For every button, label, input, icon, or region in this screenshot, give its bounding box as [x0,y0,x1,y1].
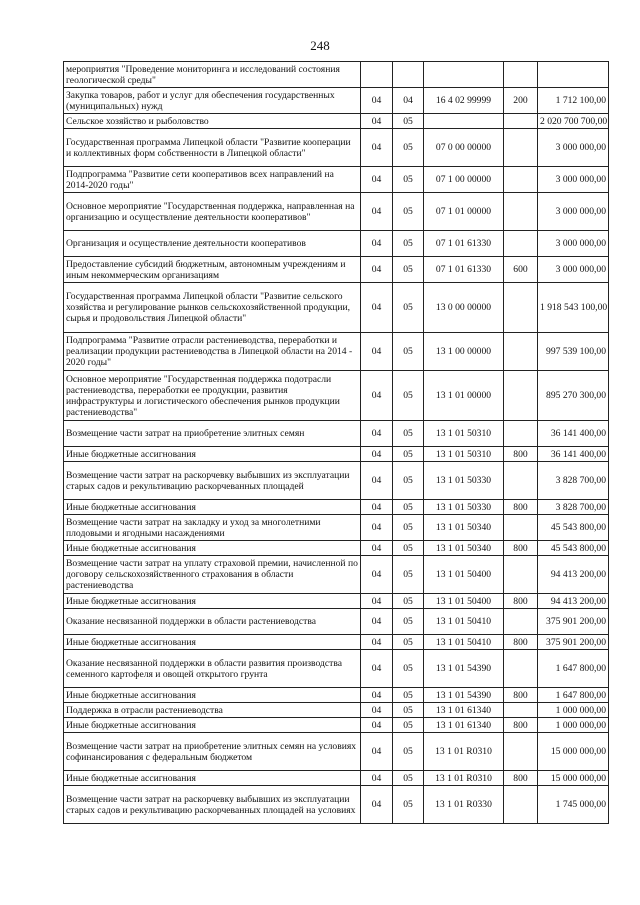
target-article-cell: 13 1 01 61340 [424,703,504,718]
target-article-cell: 13 1 01 00000 [424,371,504,421]
expense-name-cell: Подпрограмма "Развитие отрасли растениеводства, переработки и реализации продукции растениеводства в Липецкой области на 2014 - 2020 годы" [64,333,361,371]
table-row [64,283,609,333]
table-row [64,556,609,594]
section-code-cell: 04 [361,771,393,786]
table-row [64,193,609,231]
expense-type-cell [504,462,538,500]
amount-cell: 1 000 000,00 [538,703,609,718]
expense-type-cell [504,515,538,541]
expense-name-cell: Государственная программа Липецкой области "Развитие сельского хозяйства и регулирование рынков сельскохозяйственной продукции, сырья и продовольствия Липецкой области" [64,283,361,333]
expense-type-cell [504,283,538,333]
section-code-cell: 04 [361,594,393,609]
section-code-cell: 04 [361,231,393,257]
expense-name-cell: Иные бюджетные ассигнования [64,500,361,515]
section-code-cell: 04 [361,541,393,556]
expense-type-cell: 600 [504,257,538,283]
subsection-code-cell: 05 [393,193,424,231]
target-article-cell [424,62,504,88]
expense-name-cell: Иные бюджетные ассигнования [64,541,361,556]
subsection-code-cell: 05 [393,609,424,635]
target-article-cell: 13 1 01 50410 [424,635,504,650]
table-row [64,231,609,257]
amount-cell: 3 000 000,00 [538,129,609,167]
table-row [64,462,609,500]
amount-cell: 3 000 000,00 [538,193,609,231]
section-code-cell: 04 [361,556,393,594]
subsection-code-cell: 05 [393,594,424,609]
expense-type-cell [504,231,538,257]
amount-cell: 1 647 800,00 [538,688,609,703]
section-code-cell: 04 [361,635,393,650]
table-row [64,88,609,114]
amount-cell: 1 647 800,00 [538,650,609,688]
table-row [64,333,609,371]
expense-type-cell: 800 [504,635,538,650]
amount-cell: 3 000 000,00 [538,167,609,193]
subsection-code-cell: 05 [393,283,424,333]
subsection-code-cell: 05 [393,733,424,771]
expense-type-cell [504,556,538,594]
expense-type-cell [504,421,538,447]
section-code-cell: 04 [361,462,393,500]
amount-cell: 375 901 200,00 [538,635,609,650]
expense-type-cell [504,703,538,718]
budget-table-body [64,62,609,824]
target-article-cell: 13 1 01 50340 [424,515,504,541]
table-row [64,703,609,718]
subsection-code-cell: 05 [393,447,424,462]
section-code-cell: 04 [361,650,393,688]
expense-type-cell: 800 [504,500,538,515]
subsection-code-cell: 05 [393,129,424,167]
target-article-cell: 16 4 02 99999 [424,88,504,114]
amount-cell: 45 543 800,00 [538,515,609,541]
table-row [64,114,609,129]
expense-name-cell: Иные бюджетные ассигнования [64,447,361,462]
expense-type-cell: 800 [504,594,538,609]
subsection-code-cell: 05 [393,786,424,824]
subsection-code-cell: 05 [393,231,424,257]
subsection-code-cell: 05 [393,421,424,447]
section-code-cell: 04 [361,447,393,462]
target-article-cell: 13 1 01 50340 [424,541,504,556]
subsection-code-cell: 04 [393,88,424,114]
expense-name-cell: Иные бюджетные ассигнования [64,635,361,650]
expense-name-cell: Государственная программа Липецкой области "Развитие кооперации и коллективных форм собственности в Липецкой области" [64,129,361,167]
table-row [64,771,609,786]
expense-type-cell [504,129,538,167]
section-code-cell: 04 [361,283,393,333]
expense-name-cell: Предоставление субсидий бюджетным, автономным учреждениям и иным некоммерческим организациям [64,257,361,283]
section-code-cell: 04 [361,333,393,371]
target-article-cell: 07 0 00 00000 [424,129,504,167]
target-article-cell: 13 1 01 50310 [424,447,504,462]
subsection-code-cell: 05 [393,703,424,718]
expense-name-cell: Поддержка в отрасли растениеводства [64,703,361,718]
target-article-cell: 13 1 01 50410 [424,609,504,635]
expense-type-cell [504,333,538,371]
section-code-cell: 04 [361,88,393,114]
expense-type-cell: 200 [504,88,538,114]
subsection-code-cell: 05 [393,462,424,500]
section-code-cell: 04 [361,733,393,771]
subsection-code-cell: 05 [393,515,424,541]
table-row [64,786,609,824]
amount-cell: 1 000 000,00 [538,718,609,733]
expense-type-cell: 800 [504,771,538,786]
expense-type-cell [504,733,538,771]
target-article-cell: 07 1 01 61330 [424,231,504,257]
subsection-code-cell: 05 [393,541,424,556]
expense-type-cell [504,371,538,421]
expense-type-cell: 800 [504,718,538,733]
expense-type-cell [504,650,538,688]
table-row [64,62,609,88]
section-code-cell: 04 [361,129,393,167]
expense-name-cell: Иные бюджетные ассигнования [64,718,361,733]
section-code-cell: 04 [361,688,393,703]
table-row [64,635,609,650]
expense-name-cell: Основное мероприятие "Государственная поддержка, направленная на организацию и осуществление деятельности кооперативов" [64,193,361,231]
table-row [64,594,609,609]
target-article-cell: 13 1 01 50330 [424,500,504,515]
target-article-cell: 13 1 01 61340 [424,718,504,733]
expense-type-cell [504,167,538,193]
target-article-cell: 13 1 01 54390 [424,650,504,688]
target-article-cell: 13 1 01 R0310 [424,771,504,786]
subsection-code-cell: 05 [393,556,424,594]
table-row [64,421,609,447]
expense-name-cell: Возмещение части затрат на приобретение элитных семян [64,421,361,447]
amount-cell: 375 901 200,00 [538,609,609,635]
subsection-code-cell: 05 [393,635,424,650]
subsection-code-cell: 05 [393,257,424,283]
subsection-code-cell: 05 [393,771,424,786]
section-code-cell: 04 [361,786,393,824]
section-code-cell: 04 [361,718,393,733]
target-article-cell: 13 1 01 R0310 [424,733,504,771]
table-row [64,609,609,635]
target-article-cell: 13 1 01 50400 [424,594,504,609]
target-article-cell: 13 1 01 50400 [424,556,504,594]
table-row [64,500,609,515]
expense-type-cell: 800 [504,447,538,462]
target-article-cell: 13 1 01 50330 [424,462,504,500]
section-code-cell: 04 [361,114,393,129]
subsection-code-cell: 05 [393,371,424,421]
section-code-cell: 04 [361,257,393,283]
expense-name-cell: Возмещение части затрат на уплату страховой премии, начисленной по договору сельскохозяйственного страхования в области растениеводства [64,556,361,594]
expense-name-cell: мероприятия "Проведение мониторинга и исследований состояния геологической среды" [64,62,361,88]
section-code-cell [361,62,393,88]
expense-name-cell: Иные бюджетные ассигнования [64,594,361,609]
expense-type-cell: 800 [504,688,538,703]
amount-cell: 1 745 000,00 [538,786,609,824]
amount-cell: 3 000 000,00 [538,257,609,283]
expense-type-cell [504,114,538,129]
expense-name-cell: Оказание несвязанной поддержки в области развития производства семенного картофеля и овощей открытого грунта [64,650,361,688]
expense-type-cell [504,62,538,88]
amount-cell: 15 000 000,00 [538,733,609,771]
target-article-cell: 13 1 01 50310 [424,421,504,447]
target-article-cell: 07 1 01 61330 [424,257,504,283]
expense-type-cell: 800 [504,541,538,556]
section-code-cell: 04 [361,193,393,231]
amount-cell: 1 712 100,00 [538,88,609,114]
subsection-code-cell: 05 [393,688,424,703]
table-row [64,371,609,421]
amount-cell: 3 000 000,00 [538,231,609,257]
amount-cell: 1 918 543 100,00 [538,283,609,333]
expense-name-cell: Возмещение части затрат на закладку и уход за многолетними плодовыми и ягодными насаждениями [64,515,361,541]
expense-name-cell: Подпрограмма "Развитие сети кооперативов всех направлений на 2014-2020 годы" [64,167,361,193]
amount-cell: 3 828 700,00 [538,500,609,515]
amount-cell: 36 141 400,00 [538,447,609,462]
expense-type-cell [504,786,538,824]
expense-name-cell: Возмещение части затрат на раскорчевку выбывших из эксплуатации старых садов и рекультивацию раскорчеванных площадей [64,462,361,500]
target-article-cell [424,114,504,129]
expense-name-cell: Иные бюджетные ассигнования [64,688,361,703]
table-row [64,515,609,541]
subsection-code-cell: 05 [393,114,424,129]
target-article-cell: 13 1 01 54390 [424,688,504,703]
page-number: 248 [310,38,330,53]
subsection-code-cell: 05 [393,333,424,371]
budget-table [63,61,609,824]
table-row [64,718,609,733]
table-row [64,257,609,283]
expense-name-cell: Возмещение части затрат на приобретение элитных семян на условиях софинансирования с федеральным бюджетом [64,733,361,771]
section-code-cell: 04 [361,371,393,421]
section-code-cell: 04 [361,500,393,515]
expense-name-cell: Основное мероприятие "Государственная поддержка подотрасли растениеводства, переработки ее продукции, развития инфраструктуры и логистического обеспечения рынков продукции растениеводства" [64,371,361,421]
amount-cell [538,62,609,88]
expense-name-cell: Закупка товаров, работ и услуг для обеспечения государственных (муниципальных) нужд [64,88,361,114]
target-article-cell: 13 1 00 00000 [424,333,504,371]
subsection-code-cell: 05 [393,718,424,733]
expense-name-cell: Оказание несвязанной поддержки в области растениеводства [64,609,361,635]
expense-name-cell: Сельское хозяйство и рыболовство [64,114,361,129]
table-row [64,688,609,703]
expense-name-cell: Возмещение части затрат на раскорчевку выбывших из эксплуатации старых садов и рекультивацию раскорчеванных площадей на условиях [64,786,361,824]
target-article-cell: 07 1 01 00000 [424,193,504,231]
section-code-cell: 04 [361,167,393,193]
target-article-cell: 13 1 01 R0330 [424,786,504,824]
expense-type-cell [504,609,538,635]
amount-cell: 94 413 200,00 [538,556,609,594]
amount-cell: 15 000 000,00 [538,771,609,786]
expense-type-cell [504,193,538,231]
amount-cell: 997 539 100,00 [538,333,609,371]
subsection-code-cell: 05 [393,650,424,688]
table-row [64,541,609,556]
table-row [64,447,609,462]
target-article-cell: 13 0 00 00000 [424,283,504,333]
table-row [64,167,609,193]
amount-cell: 895 270 300,00 [538,371,609,421]
subsection-code-cell: 05 [393,500,424,515]
section-code-cell: 04 [361,515,393,541]
section-code-cell: 04 [361,703,393,718]
subsection-code-cell [393,62,424,88]
table-row [64,129,609,167]
amount-cell: 45 543 800,00 [538,541,609,556]
amount-cell: 94 413 200,00 [538,594,609,609]
amount-cell: 36 141 400,00 [538,421,609,447]
table-row [64,650,609,688]
expense-name-cell: Иные бюджетные ассигнования [64,771,361,786]
amount-cell: 3 828 700,00 [538,462,609,500]
expense-name-cell: Организация и осуществление деятельности кооперативов [64,231,361,257]
target-article-cell: 07 1 00 00000 [424,167,504,193]
section-code-cell: 04 [361,609,393,635]
section-code-cell: 04 [361,421,393,447]
subsection-code-cell: 05 [393,167,424,193]
table-row [64,733,609,771]
amount-cell: 2 020 700 700,00 [538,114,609,129]
